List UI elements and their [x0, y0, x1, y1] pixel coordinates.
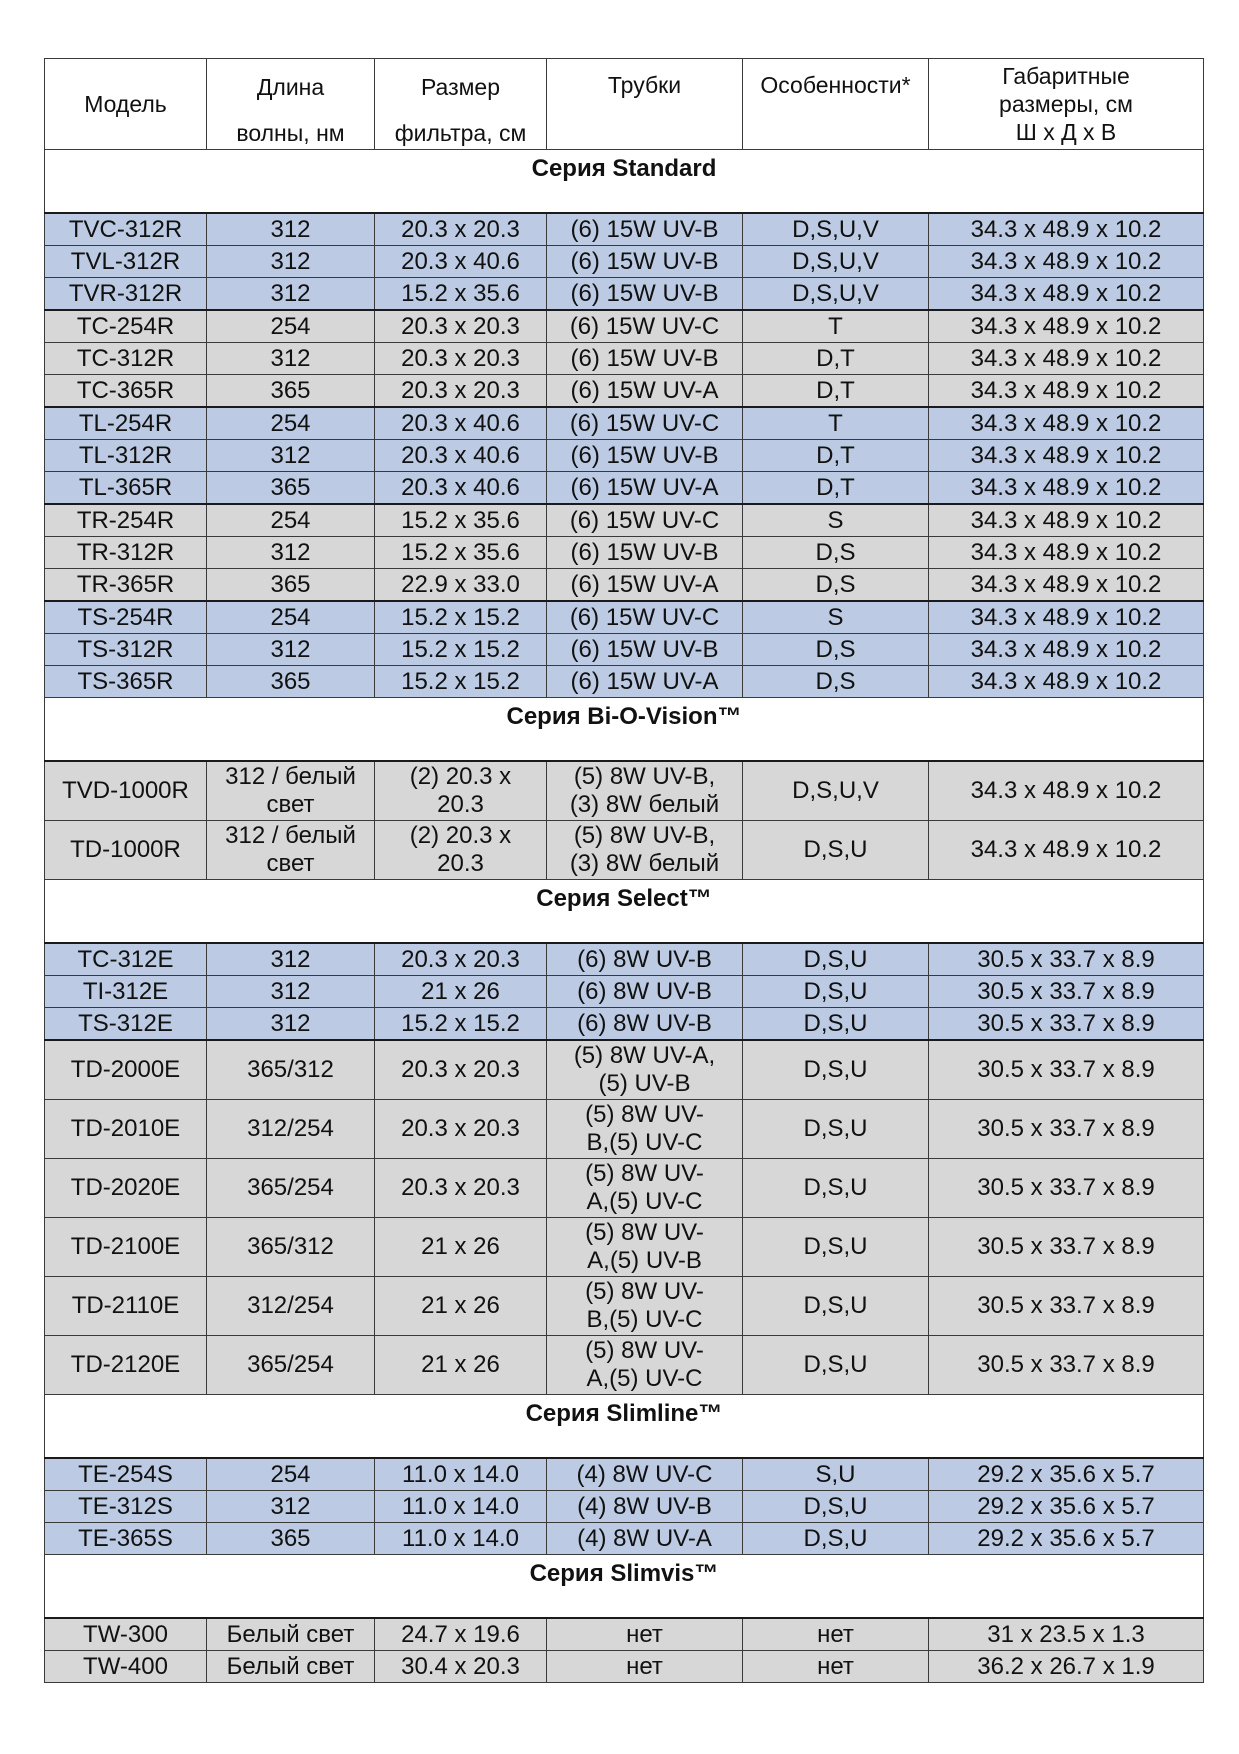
cell-filter: 20.3 x 20.3	[375, 943, 547, 976]
cell-tubes-line2: (3) 8W белый	[569, 850, 720, 877]
table-row	[45, 821, 1204, 880]
cell-filter: 20.3 x 20.3	[375, 213, 547, 246]
table-row	[45, 1651, 1204, 1683]
cell-filter: 21 x 26	[375, 1277, 547, 1336]
cell-tubes	[547, 1336, 743, 1395]
cell-wavelength: 254	[207, 1458, 375, 1491]
header-dims-line2: размеры, см	[999, 91, 1133, 117]
cell-tubes: (4) 8W UV-B	[547, 1491, 743, 1523]
cell-model: TS-312R	[45, 634, 207, 666]
cell-tubes-line1: (5) 8W UV-	[585, 1337, 704, 1364]
cell-dims: 30.5 x 33.7 x 8.9	[929, 1218, 1204, 1277]
cell-tubes-line2: B,(5) UV-C	[586, 1129, 703, 1156]
cell-dims: 34.3 x 48.9 x 10.2	[929, 761, 1204, 821]
cell-filter: 30.4 x 20.3	[375, 1651, 547, 1683]
cell-wavelength: 312	[207, 343, 375, 375]
cell-model: TD-2000E	[45, 1040, 207, 1100]
cell-tubes	[547, 1100, 743, 1159]
cell-filter: 15.2 x 15.2	[375, 634, 547, 666]
cell-wavelength: 365	[207, 666, 375, 698]
cell-wavelength: 312	[207, 440, 375, 472]
cell-filter: 15.2 x 35.6	[375, 504, 547, 537]
cell-wavelength: Белый свет	[207, 1651, 375, 1683]
header-dims-line1: Габаритные	[1002, 63, 1130, 89]
cell-filter: 20.3 x 40.6	[375, 472, 547, 505]
cell-model: TL-312R	[45, 440, 207, 472]
cell-dims: 36.2 x 26.7 x 1.9	[929, 1651, 1204, 1683]
cell-wavelength: 312	[207, 246, 375, 278]
cell-filter-line1: (2) 20.3 x	[409, 822, 512, 849]
cell-dims: 29.2 x 35.6 x 5.7	[929, 1491, 1204, 1523]
cell-wavelength: 365/312	[207, 1218, 375, 1277]
cell-tubes: (6) 15W UV-B	[547, 634, 743, 666]
cell-features: D,S,U	[743, 1040, 929, 1100]
cell-features: S	[743, 504, 929, 537]
cell-tubes	[547, 1218, 743, 1277]
cell-model: TD-2110E	[45, 1277, 207, 1336]
cell-tubes-line2: B,(5) UV-C	[586, 1306, 703, 1333]
table-row	[45, 1458, 1204, 1491]
cell-tubes-line1: (5) 8W UV-	[585, 1219, 704, 1246]
cell-tubes: (6) 15W UV-A	[547, 472, 743, 505]
table-row	[45, 1100, 1204, 1159]
cell-features: D,S,U,V	[743, 246, 929, 278]
cell-model: TD-2100E	[45, 1218, 207, 1277]
series-title: Серия Standard	[45, 150, 1204, 214]
cell-features: T	[743, 407, 929, 440]
cell-features: D,S,U	[743, 1159, 929, 1218]
cell-filter: 15.2 x 15.2	[375, 601, 547, 634]
series-row	[45, 1395, 1204, 1459]
cell-model: TC-312E	[45, 943, 207, 976]
header-dimensions	[929, 59, 1204, 150]
cell-filter-line2: 20.3	[437, 850, 484, 877]
cell-model: TVL-312R	[45, 246, 207, 278]
cell-tubes: (6) 15W UV-C	[547, 504, 743, 537]
cell-tubes: (6) 8W UV-B	[547, 1008, 743, 1041]
cell-filter: 20.3 x 20.3	[375, 1159, 547, 1218]
cell-model: TC-365R	[45, 375, 207, 408]
table-row	[45, 310, 1204, 343]
cell-wavelength-line1: 312 / белый	[225, 822, 356, 849]
cell-tubes-line1: (5) 8W UV-B,	[573, 763, 716, 790]
cell-filter: 11.0 x 14.0	[375, 1523, 547, 1555]
cell-features: D,S,U,V	[743, 213, 929, 246]
cell-wavelength	[207, 761, 375, 821]
table-row	[45, 343, 1204, 375]
cell-tubes: (6) 15W UV-C	[547, 407, 743, 440]
cell-features: D,S,U,V	[743, 278, 929, 311]
cell-model: TS-254R	[45, 601, 207, 634]
cell-features: D,S,U	[743, 1491, 929, 1523]
cell-filter: 20.3 x 20.3	[375, 1100, 547, 1159]
cell-filter: 11.0 x 14.0	[375, 1458, 547, 1491]
cell-tubes	[547, 1159, 743, 1218]
cell-tubes: (6) 8W UV-B	[547, 943, 743, 976]
cell-model: TL-365R	[45, 472, 207, 505]
cell-tubes-line1: (5) 8W UV-	[585, 1101, 704, 1128]
cell-wavelength: Белый свет	[207, 1618, 375, 1651]
cell-filter-line2: 20.3	[437, 791, 484, 818]
cell-features: D,T	[743, 343, 929, 375]
header-wavelength-line1: Длина	[256, 74, 325, 100]
table-row	[45, 504, 1204, 537]
cell-features: D,S	[743, 537, 929, 569]
cell-filter: 20.3 x 40.6	[375, 440, 547, 472]
cell-tubes: (6) 15W UV-B	[547, 537, 743, 569]
cell-tubes	[547, 821, 743, 880]
cell-dims: 34.3 x 48.9 x 10.2	[929, 310, 1204, 343]
cell-tubes: (6) 15W UV-B	[547, 278, 743, 311]
cell-wavelength: 254	[207, 407, 375, 440]
cell-features: D,T	[743, 375, 929, 408]
cell-model: TVD-1000R	[45, 761, 207, 821]
table-row	[45, 976, 1204, 1008]
table-row	[45, 634, 1204, 666]
cell-wavelength: 365/254	[207, 1336, 375, 1395]
cell-tubes-line1: (5) 8W UV-	[585, 1278, 704, 1305]
cell-tubes: (6) 15W UV-B	[547, 343, 743, 375]
cell-dims: 30.5 x 33.7 x 8.9	[929, 1277, 1204, 1336]
cell-tubes	[547, 761, 743, 821]
cell-wavelength: 312/254	[207, 1100, 375, 1159]
cell-wavelength: 365	[207, 375, 375, 408]
header-model-label: Модель	[84, 91, 167, 117]
cell-dims: 34.3 x 48.9 x 10.2	[929, 472, 1204, 505]
cell-filter: 20.3 x 20.3	[375, 1040, 547, 1100]
cell-wavelength	[207, 821, 375, 880]
cell-dims: 34.3 x 48.9 x 10.2	[929, 569, 1204, 602]
cell-wavelength: 254	[207, 504, 375, 537]
cell-wavelength: 254	[207, 601, 375, 634]
cell-wavelength: 312	[207, 213, 375, 246]
series-title: Серия Slimvis™	[45, 1555, 1204, 1619]
cell-model: TR-312R	[45, 537, 207, 569]
cell-tubes: (6) 15W UV-A	[547, 375, 743, 408]
cell-tubes: (4) 8W UV-A	[547, 1523, 743, 1555]
cell-dims: 30.5 x 33.7 x 8.9	[929, 1008, 1204, 1041]
series-row	[45, 150, 1204, 214]
cell-filter	[375, 761, 547, 821]
table-row	[45, 472, 1204, 505]
cell-dims: 34.3 x 48.9 x 10.2	[929, 666, 1204, 698]
cell-filter: 20.3 x 40.6	[375, 407, 547, 440]
table-row	[45, 601, 1204, 634]
cell-features: D,S,U	[743, 821, 929, 880]
cell-tubes: (4) 8W UV-C	[547, 1458, 743, 1491]
cell-dims: 34.3 x 48.9 x 10.2	[929, 246, 1204, 278]
cell-dims: 29.2 x 35.6 x 5.7	[929, 1523, 1204, 1555]
cell-filter: 15.2 x 35.6	[375, 278, 547, 311]
cell-filter: 15.2 x 15.2	[375, 1008, 547, 1041]
cell-features: D,S,U	[743, 1523, 929, 1555]
cell-features: T	[743, 310, 929, 343]
cell-tubes-line2: A,(5) UV-C	[586, 1365, 703, 1392]
cell-dims: 30.5 x 33.7 x 8.9	[929, 976, 1204, 1008]
table-row	[45, 407, 1204, 440]
header-dims-line3: Ш х Д х В	[1015, 119, 1117, 145]
table-row	[45, 666, 1204, 698]
table-row	[45, 278, 1204, 311]
cell-model: TE-365S	[45, 1523, 207, 1555]
table-row	[45, 761, 1204, 821]
header-tubes	[547, 59, 743, 150]
cell-tubes-line2: (5) UV-B	[598, 1070, 691, 1097]
table-row	[45, 1159, 1204, 1218]
cell-features: нет	[743, 1618, 929, 1651]
table-row	[45, 537, 1204, 569]
cell-wavelength: 312	[207, 976, 375, 1008]
cell-features: D,S	[743, 569, 929, 602]
cell-wavelength: 365	[207, 472, 375, 505]
header-features-label: Особенности*	[760, 72, 911, 98]
table-row	[45, 213, 1204, 246]
cell-tubes: (6) 15W UV-A	[547, 666, 743, 698]
uv-transilluminator-spec-table	[44, 58, 1204, 1683]
cell-filter: 15.2 x 15.2	[375, 666, 547, 698]
header-tubes-label: Трубки	[607, 72, 682, 98]
cell-wavelength: 312	[207, 1008, 375, 1041]
cell-tubes: (6) 15W UV-B	[547, 246, 743, 278]
cell-tubes-line1: (5) 8W UV-	[585, 1160, 704, 1187]
cell-model: TR-365R	[45, 569, 207, 602]
cell-tubes: (6) 8W UV-B	[547, 976, 743, 1008]
cell-filter: 21 x 26	[375, 1218, 547, 1277]
cell-wavelength-line1: 312 / белый	[225, 763, 356, 790]
cell-model: TD-1000R	[45, 821, 207, 880]
cell-dims: 34.3 x 48.9 x 10.2	[929, 537, 1204, 569]
cell-dims: 34.3 x 48.9 x 10.2	[929, 634, 1204, 666]
cell-features: нет	[743, 1651, 929, 1683]
cell-model: TL-254R	[45, 407, 207, 440]
document-page	[44, 58, 1203, 1683]
cell-wavelength: 254	[207, 310, 375, 343]
cell-features: S,U	[743, 1458, 929, 1491]
cell-tubes: нет	[547, 1618, 743, 1651]
cell-features: S	[743, 601, 929, 634]
header-wavelength-line2: волны, нм	[236, 120, 345, 146]
cell-features: D,S,U	[743, 1277, 929, 1336]
header-filter-line2: фильтра, см	[394, 120, 527, 146]
cell-model: TD-2120E	[45, 1336, 207, 1395]
table-row	[45, 1618, 1204, 1651]
table-row	[45, 1523, 1204, 1555]
table-row	[45, 375, 1204, 408]
cell-filter: 20.3 x 20.3	[375, 343, 547, 375]
series-title: Серия Slimline™	[45, 1395, 1204, 1459]
series-title: Серия Select™	[45, 880, 1204, 944]
header-filter	[375, 59, 547, 150]
cell-wavelength-line2: свет	[266, 850, 315, 877]
cell-model: TE-312S	[45, 1491, 207, 1523]
cell-model: TI-312E	[45, 976, 207, 1008]
cell-features: D,S	[743, 666, 929, 698]
cell-dims: 31 x 23.5 x 1.3	[929, 1618, 1204, 1651]
cell-features: D,S,U	[743, 976, 929, 1008]
cell-filter: 21 x 26	[375, 976, 547, 1008]
cell-features: D,S,U	[743, 1336, 929, 1395]
header-model	[45, 59, 207, 150]
cell-dims: 30.5 x 33.7 x 8.9	[929, 1100, 1204, 1159]
cell-model: TC-312R	[45, 343, 207, 375]
cell-dims: 34.3 x 48.9 x 10.2	[929, 440, 1204, 472]
cell-filter: 21 x 26	[375, 1336, 547, 1395]
table-row	[45, 569, 1204, 602]
cell-tubes: (6) 15W UV-C	[547, 601, 743, 634]
cell-tubes	[547, 1277, 743, 1336]
table-body	[45, 59, 1204, 1683]
cell-tubes: (6) 15W UV-B	[547, 213, 743, 246]
cell-wavelength: 365	[207, 1523, 375, 1555]
cell-model: TC-254R	[45, 310, 207, 343]
cell-wavelength-line2: свет	[266, 791, 315, 818]
table-row	[45, 943, 1204, 976]
cell-model: TR-254R	[45, 504, 207, 537]
cell-features: D,S,U	[743, 943, 929, 976]
cell-dims: 30.5 x 33.7 x 8.9	[929, 943, 1204, 976]
cell-filter: 15.2 x 35.6	[375, 537, 547, 569]
cell-filter: 24.7 x 19.6	[375, 1618, 547, 1651]
cell-dims: 34.3 x 48.9 x 10.2	[929, 278, 1204, 311]
series-row	[45, 1555, 1204, 1619]
cell-dims: 29.2 x 35.6 x 5.7	[929, 1458, 1204, 1491]
cell-model: TS-312E	[45, 1008, 207, 1041]
cell-tubes	[547, 1040, 743, 1100]
cell-dims: 34.3 x 48.9 x 10.2	[929, 504, 1204, 537]
table-row	[45, 1040, 1204, 1100]
table-row	[45, 1277, 1204, 1336]
cell-model: TVR-312R	[45, 278, 207, 311]
cell-tubes-line2: (3) 8W белый	[569, 791, 720, 818]
cell-tubes: нет	[547, 1651, 743, 1683]
cell-model: TE-254S	[45, 1458, 207, 1491]
cell-dims: 34.3 x 48.9 x 10.2	[929, 407, 1204, 440]
header-row	[45, 59, 1204, 150]
cell-wavelength: 312	[207, 943, 375, 976]
series-row	[45, 698, 1204, 762]
cell-tubes-line2: A,(5) UV-B	[587, 1247, 702, 1274]
cell-dims: 34.3 x 48.9 x 10.2	[929, 375, 1204, 408]
cell-filter: 20.3 x 40.6	[375, 246, 547, 278]
cell-wavelength: 312	[207, 278, 375, 311]
cell-dims: 30.5 x 33.7 x 8.9	[929, 1040, 1204, 1100]
cell-dims: 34.3 x 48.9 x 10.2	[929, 343, 1204, 375]
cell-dims: 34.3 x 48.9 x 10.2	[929, 213, 1204, 246]
cell-wavelength: 365	[207, 569, 375, 602]
series-title: Серия Bi-O-Vision™	[45, 698, 1204, 762]
cell-features: D,T	[743, 472, 929, 505]
cell-wavelength: 365/254	[207, 1159, 375, 1218]
cell-model: TS-365R	[45, 666, 207, 698]
cell-filter: 20.3 x 20.3	[375, 375, 547, 408]
cell-wavelength: 312	[207, 537, 375, 569]
cell-filter-line1: (2) 20.3 x	[409, 763, 512, 790]
cell-tubes-line1: (5) 8W UV-B,	[573, 822, 716, 849]
table-row	[45, 246, 1204, 278]
header-filter-line1: Размер	[420, 74, 501, 100]
cell-dims: 34.3 x 48.9 x 10.2	[929, 821, 1204, 880]
cell-features: D,S,U	[743, 1218, 929, 1277]
cell-features: D,S	[743, 634, 929, 666]
cell-features: D,S,U,V	[743, 761, 929, 821]
cell-wavelength: 312/254	[207, 1277, 375, 1336]
cell-model: TD-2010E	[45, 1100, 207, 1159]
table-row	[45, 1008, 1204, 1041]
header-features	[743, 59, 929, 150]
table-row	[45, 1336, 1204, 1395]
cell-wavelength: 312	[207, 634, 375, 666]
header-wavelength	[207, 59, 375, 150]
cell-filter	[375, 821, 547, 880]
table-row	[45, 440, 1204, 472]
cell-filter: 11.0 x 14.0	[375, 1491, 547, 1523]
cell-filter: 22.9 x 33.0	[375, 569, 547, 602]
cell-dims: 30.5 x 33.7 x 8.9	[929, 1336, 1204, 1395]
cell-features: D,S,U	[743, 1100, 929, 1159]
cell-tubes: (6) 15W UV-A	[547, 569, 743, 602]
cell-tubes-line1: (5) 8W UV-A,	[573, 1042, 716, 1069]
cell-model: TVC-312R	[45, 213, 207, 246]
cell-model: TD-2020E	[45, 1159, 207, 1218]
cell-filter: 20.3 x 20.3	[375, 310, 547, 343]
cell-model: TW-300	[45, 1618, 207, 1651]
cell-features: D,S,U	[743, 1008, 929, 1041]
cell-wavelength: 365/312	[207, 1040, 375, 1100]
table-row	[45, 1218, 1204, 1277]
cell-tubes: (6) 15W UV-C	[547, 310, 743, 343]
table-row	[45, 1491, 1204, 1523]
cell-wavelength: 312	[207, 1491, 375, 1523]
cell-dims: 30.5 x 33.7 x 8.9	[929, 1159, 1204, 1218]
cell-dims: 34.3 x 48.9 x 10.2	[929, 601, 1204, 634]
series-row	[45, 880, 1204, 944]
cell-tubes: (6) 15W UV-B	[547, 440, 743, 472]
cell-model: TW-400	[45, 1651, 207, 1683]
cell-features: D,T	[743, 440, 929, 472]
cell-tubes-line2: A,(5) UV-C	[586, 1188, 703, 1215]
